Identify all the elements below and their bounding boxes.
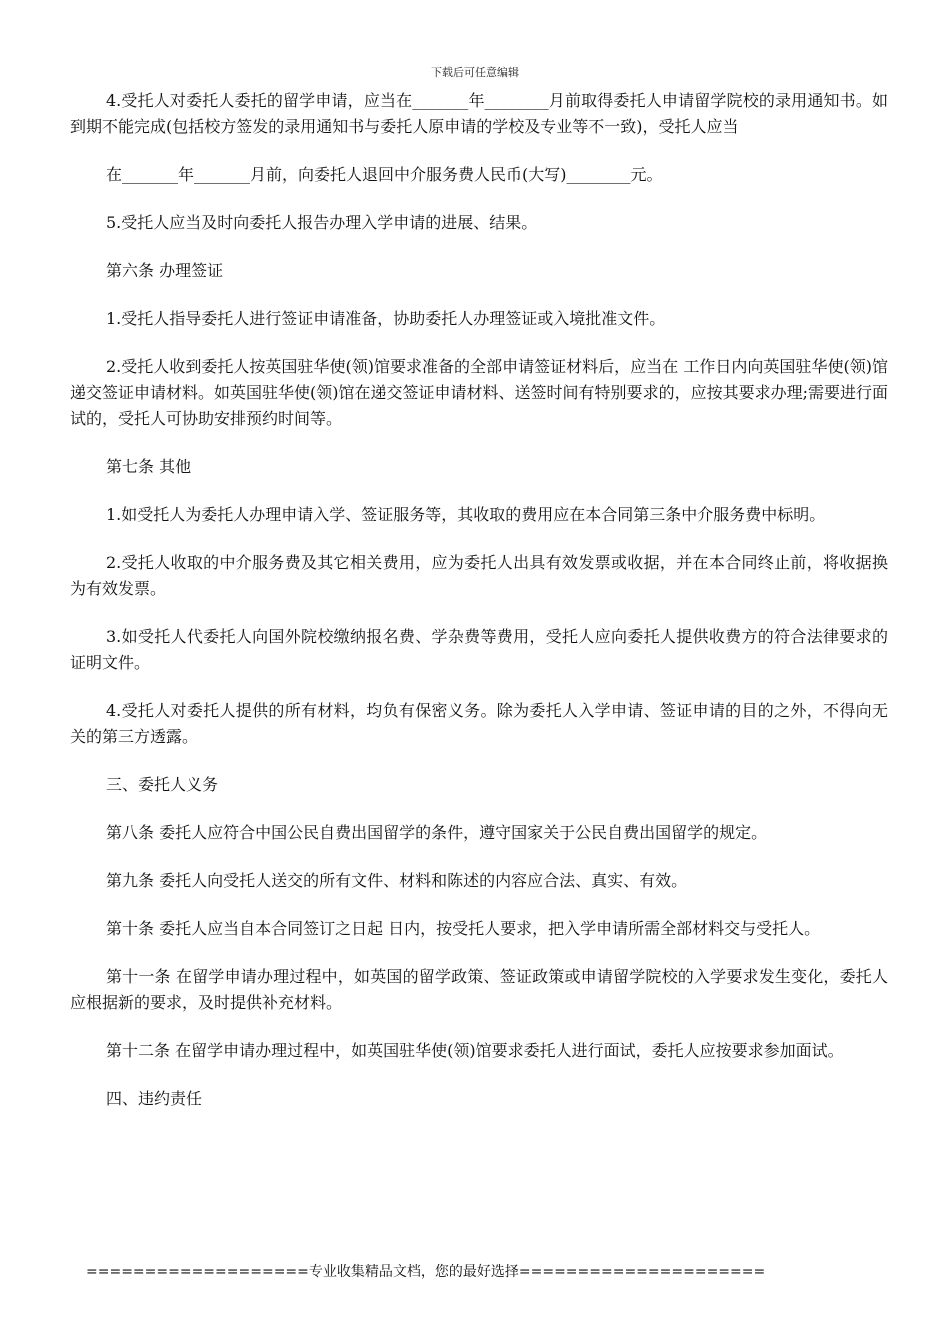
section-3-heading: 三、委托人义务 <box>106 775 219 794</box>
footer-banner: ===================专业收集精品文档，您的最好选择===================== <box>86 1264 766 1280</box>
paragraph-visa-1: 1.受托人指导委托人进行签证申请准备，协助委托人办理签证或入境批准文件。 <box>106 309 666 328</box>
paragraph-visa-2: 2.受托人收到委托人按英国驻华使(领)馆要求准备的全部申请签证材料后，应当在 工作日内向英国驻华使(领)馆递交签证申请材料。如英国驻华使(领)馆在递交签证申请材料、送签时间有特别要求的，应按其要求办理;需要进行面试的，受托人可协助安排预约时间等。 <box>70 357 888 428</box>
paragraph-clause-5-report: 5.受托人应当及时向委托人报告办理入学申请的进展、结果。 <box>106 213 538 232</box>
article-11: 第十一条 在留学申请办理过程中，如英国的留学政策、签证政策或申请留学院校的入学要求发生变化，委托人应根据新的要求，及时提供补充材料。 <box>70 967 888 1012</box>
header-note: 下载后可任意编辑 <box>431 66 519 79</box>
article-7-heading: 第七条 其他 <box>106 457 192 476</box>
article-6-heading: 第六条 办理签证 <box>106 261 224 280</box>
paragraph-clause-4-admission: 4.受托人对委托人委托的留学申请，应当在_______年________月前取得委托人申请留学院校的录用通知书。如到期不能完成(包括校方签发的录用通知书与委托人原申请的学校及专业等不一致)，受托人应当 <box>70 91 888 136</box>
article-10: 第十条 委托人应当自本合同签订之日起 日内，按受托人要求，把入学申请所需全部材料交与受托人。 <box>106 919 821 938</box>
article-8: 第八条 委托人应符合中国公民自费出国留学的条件，遵守国家关于公民自费出国留学的规定。 <box>106 823 768 842</box>
article-9: 第九条 委托人向受托人送交的所有文件、材料和陈述的内容应合法、真实、有效。 <box>106 871 688 890</box>
section-4-heading: 四、违约责任 <box>106 1089 203 1108</box>
paragraph-refund-deadline: 在_______年_______月前，向委托人退回中介服务费人民币(大写)________元。 <box>106 165 663 184</box>
paragraph-other-2: 2.受托人收取的中介服务费及其它相关费用，应为委托人出具有效发票或收据，并在本合同终止前，将收据换为有效发票。 <box>70 553 888 598</box>
paragraph-other-3: 3.如受托人代委托人向国外院校缴纳报名费、学杂费等费用，受托人应向委托人提供收费方的符合法律要求的证明文件。 <box>70 627 888 672</box>
paragraph-other-1: 1.如受托人为委托人办理申请入学、签证服务等，其收取的费用应在本合同第三条中介服务费中标明。 <box>106 505 826 524</box>
document-body <box>70 88 888 1134</box>
paragraph-other-4: 4.受托人对委托人提供的所有材料，均负有保密义务。除为委托人入学申请、签证申请的目的之外，不得向无关的第三方透露。 <box>70 701 888 746</box>
article-12: 第十二条 在留学申请办理过程中，如英国驻华使(领)馆要求委托人进行面试，委托人应按要求参加面试。 <box>106 1041 844 1060</box>
